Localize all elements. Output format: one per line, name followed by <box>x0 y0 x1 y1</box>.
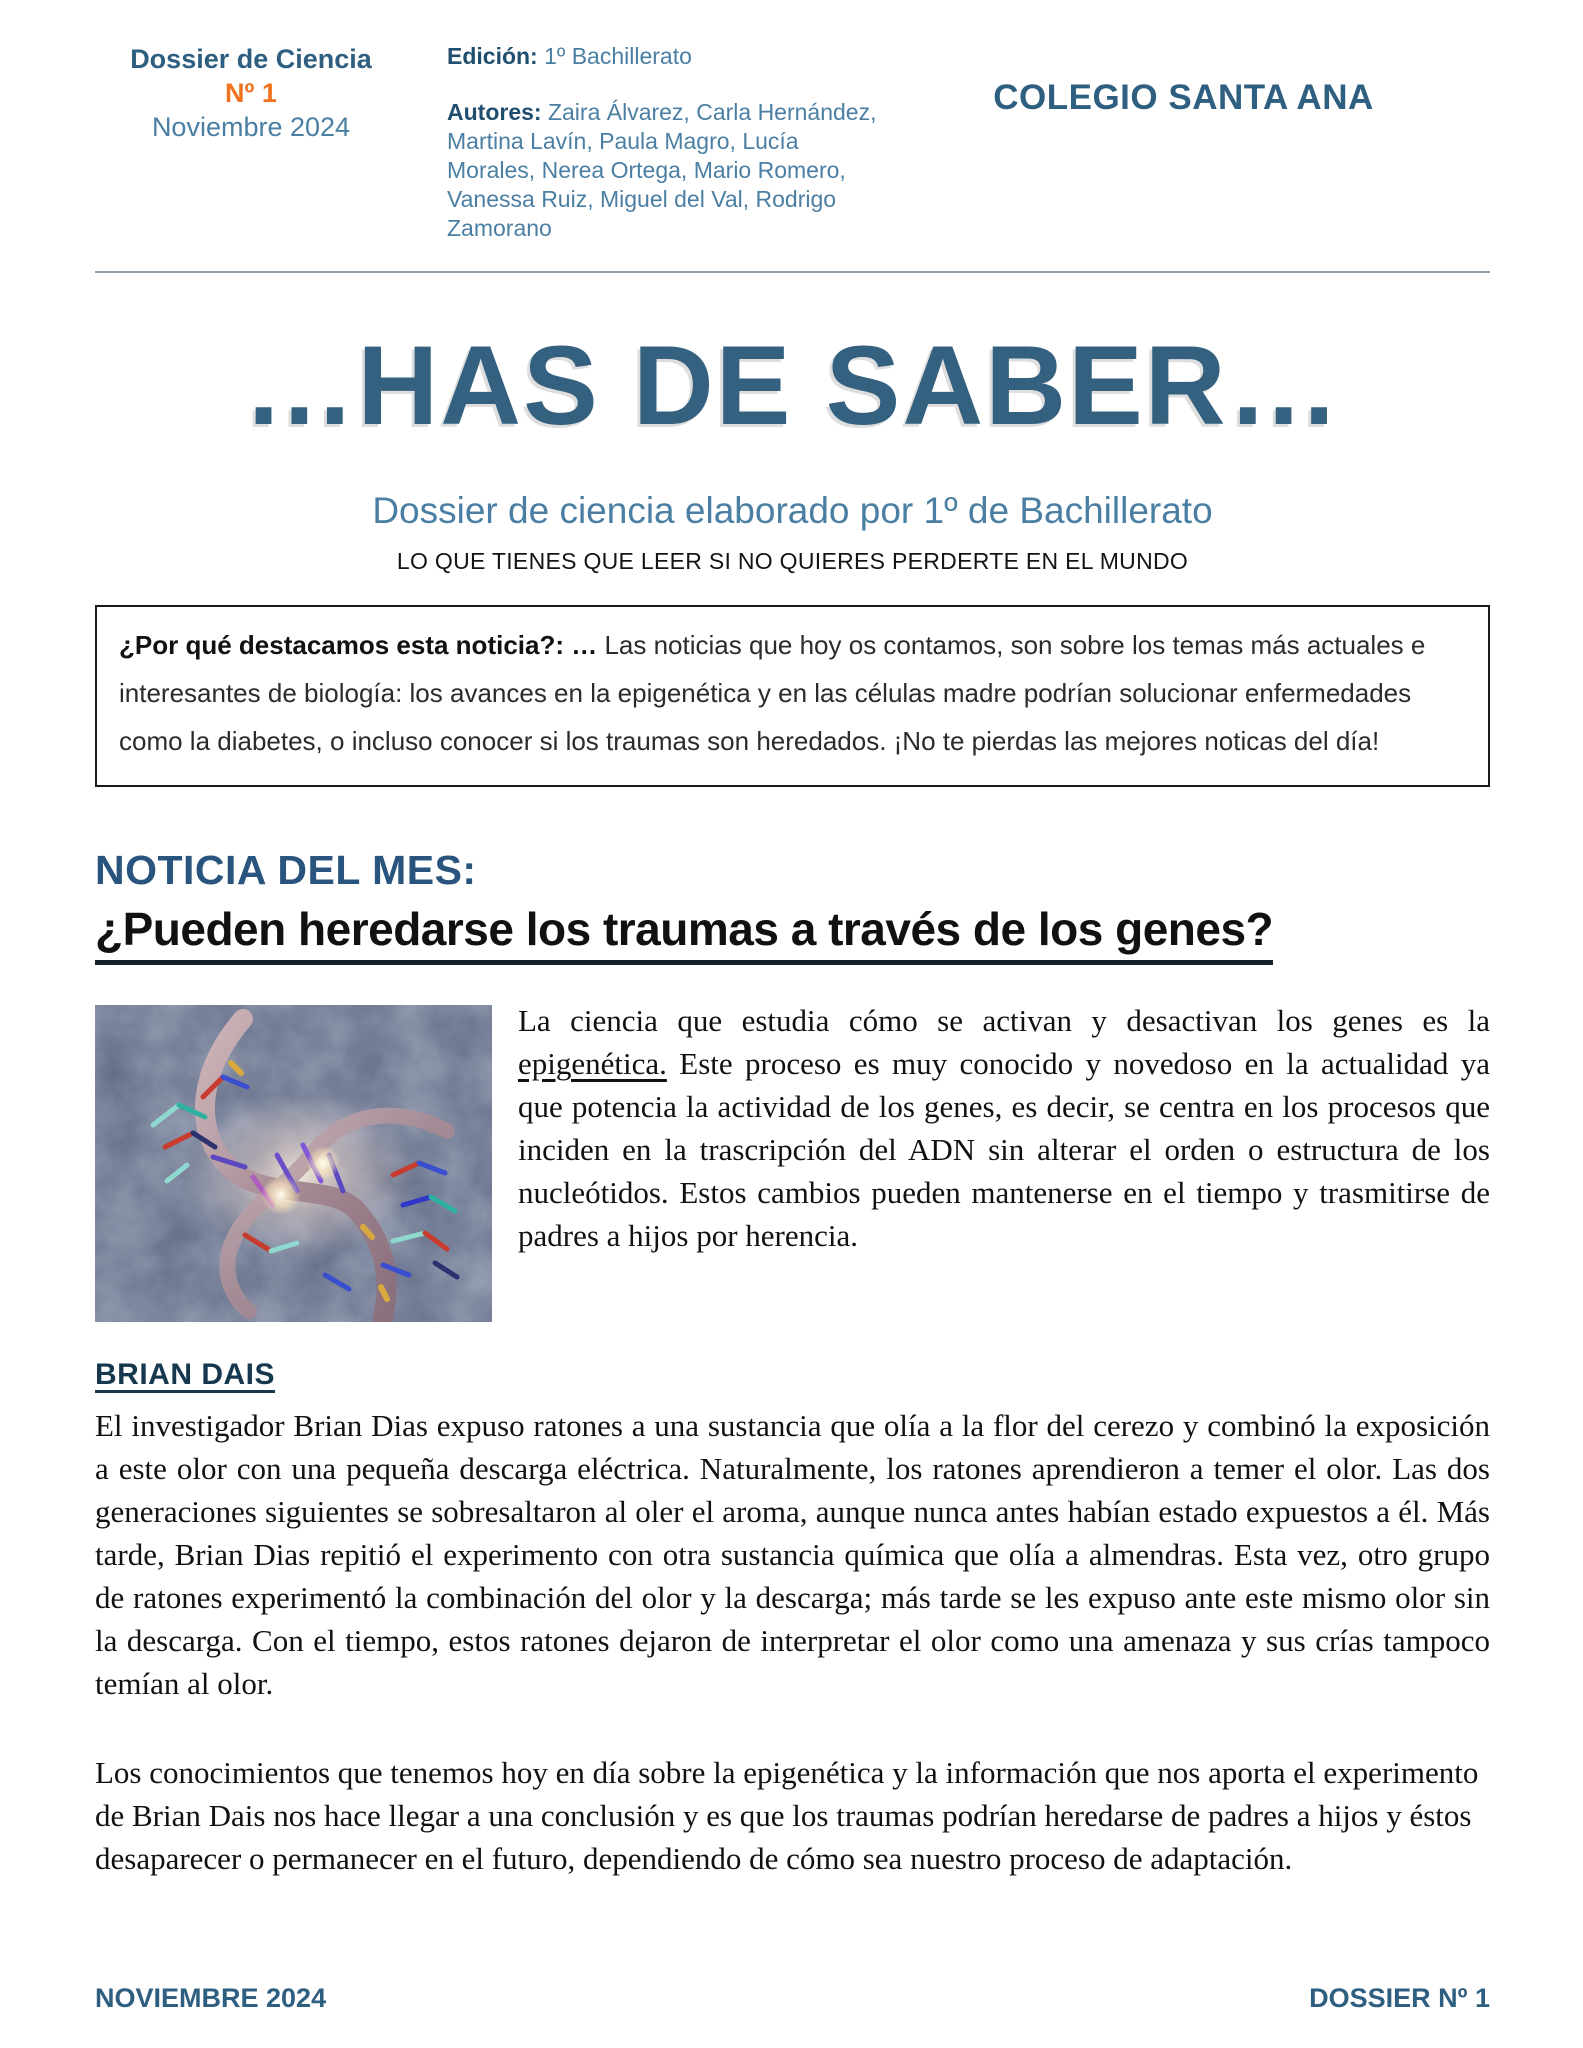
header-divider <box>95 271 1490 273</box>
subheading-brian-dais: BRIAN DAIS <box>95 1358 276 1392</box>
authors-label: Autores: <box>447 99 542 125</box>
highlight-box-text: Las noticias que hoy os contamos, son sobre los temas más actuales e interesantes de biología: los avances en la epigenética y en las células madre podrían solucionar enfermedades como la diabetes, o incluso conocer si los traumas son heredados. ¡No te pierdas las mejores noticas del día! <box>119 630 1426 757</box>
footer-date: NOVIEMBRE 2024 <box>95 1983 327 2013</box>
dna-helix-image <box>95 1005 492 1322</box>
masthead <box>95 42 1490 243</box>
highlight-box-label: ¿Por qué destacamos esta noticia?: … <box>119 630 598 660</box>
issue-date: Noviembre 2024 <box>151 112 351 142</box>
conclusion-paragraph: Los conocimientos que tenemos hoy en día sobre la epigenética y la información que nos aporta el experimento de Brian Dais nos hace llegar a una conclusión y es que los traumas podrían heredarse de padres a hijos y éstos desaparecer o permanecer en el futuro, dependiendo de cómo sea nuestro proceso de adaptación. <box>95 1755 1479 1877</box>
issue-number: Nº 1 <box>225 78 277 108</box>
article-headline: ¿Pueden heredarse los traumas a través de los genes? <box>95 902 1273 965</box>
school-name: COLEGIO SANTA ANA <box>993 78 1374 117</box>
authors-line <box>447 98 877 243</box>
page-tagline: LO QUE TIENES QUE LEER SI NO QUIERES PERDERTE EN EL MUNDO <box>396 548 1189 574</box>
masthead-credits-block <box>447 42 877 243</box>
intro-underlined-term: epigenética. <box>518 1046 667 1082</box>
section-kicker: NOTICIA DEL MES: <box>95 847 477 894</box>
page-subtitle: Dossier de ciencia elaborado por 1º de Bachillerato <box>372 490 1213 531</box>
page-title: …HAS DE SABER… <box>243 323 1342 448</box>
edition-value: 1º Bachillerato <box>537 43 692 69</box>
intro-text-after: Este proceso es muy conocido y novedoso en la actualidad ya que potencia la actividad de los genes, es decir, se centra en los procesos que inciden en la trascripción del ADN sin alterar el orden o estructura de los nucleótidos. Estos cambios pueden mantenerse en el tiempo y trasmitirse de padres a hijos por herencia. <box>518 1046 1490 1254</box>
highlight-box <box>95 605 1490 787</box>
experiment-paragraph: El investigador Brian Dias expuso ratones a una sustancia que olía a la flor del cerezo y combinó la exposición a este olor con una pequeña descarga eléctrica. Naturalmente, los ratones aprendieron a temer el olor. Las dos generaciones siguientes se sobresaltaron al oler el aroma, aunque nunca antes habían estado expuestos a él. Más tarde, Brian Dias repitió el experimento con otra sustancia química que olía a almendras. Esta vez, otro grupo de ratones experimentó la combinación del olor y la descarga; más tarde se les expuso ante este mismo olor sin la descarga. Con el tiempo, estos ratones dejaron de interpretar el olor como una amenaza y sus crías tampoco temían al olor. <box>95 1408 1490 1702</box>
edition-label: Edición: <box>447 43 538 69</box>
authors-value: Zaira Álvarez, Carla Hernández, Martina Lavín, Paula Magro, Lucía Morales, Nerea Ortega, Mario Romero, Vanessa Ruiz, Miguel del Val, Rodrigo Zamorano <box>447 99 877 241</box>
page-footer <box>95 1983 1490 2014</box>
footer-dossier-number: DOSSIER Nº 1 <box>1309 1983 1490 2013</box>
intro-text-before: La ciencia que estudia cómo se activan y desactivan los genes es la <box>518 1003 1490 1039</box>
article-body <box>95 999 1490 1880</box>
dossier-name: Dossier de Ciencia <box>130 44 372 74</box>
edition-line <box>447 42 877 71</box>
masthead-issue-block <box>121 42 381 144</box>
